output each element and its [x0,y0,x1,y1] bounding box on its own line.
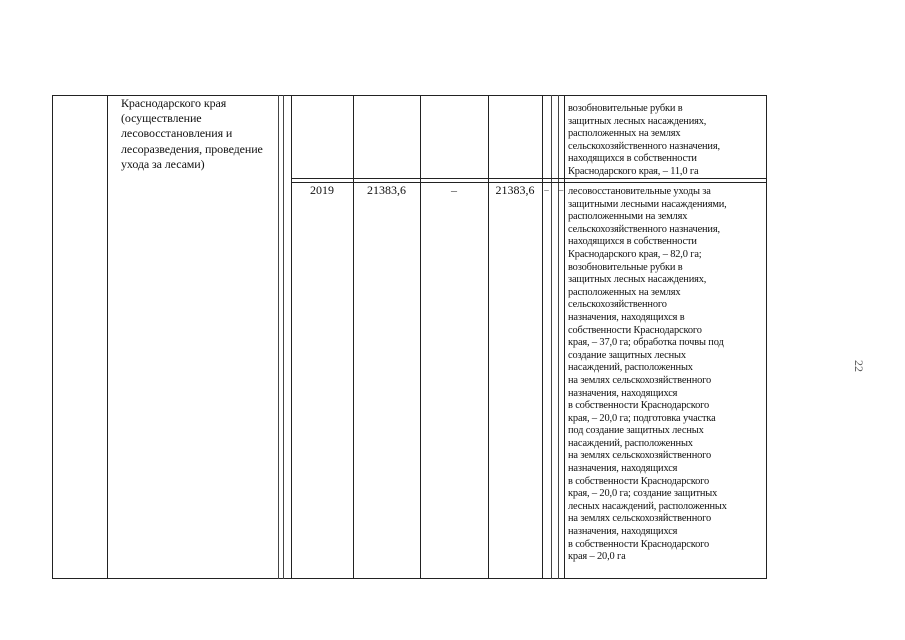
column-border [542,95,543,579]
measure-cell-main: лесовосстановительные уходы за защитными лесными насаждениями, расположенными на землях сельскохозяйственного назначения, находящихся в собственности Краснодарского края, – 82,0 га; возобновительные рубки в защитных лесных насаждениях, расположенных на землях сельскохозяйственного назначения, находящихся в собственности Краснодарского края, – 37,0 га; обработка почвы под создание защитных лесных насаждений, расположенных на землях сельскохозяйственного назначения, находящихся в собственности Краснодарского края, – 20,0 га; подготовка участка под создание защитных лесных насаждений, расположенных на землях сельскохозяйственного назначения, находящихся в собственности Краснодарского края, – 20,0 га; создание защитных лесных насаждений, расположенных на землях сельскохозяйственного назначения, находящихся в собственности Краснодарского края – 20,0 га [568,186,727,563]
measure-cell-top: возобновительные рубки в защитных лесных насаждениях, расположенных на землях сельскохозяйственного назначения, находящихся в собственности Краснодарского края, – 11,0 га [568,103,720,177]
column-border [551,95,552,579]
page-number: 22 [852,360,866,372]
column-border [107,95,108,579]
federal-cell: – [451,183,457,197]
regional-cell: 21383,6 [495,183,535,197]
column-border [283,95,284,579]
column-border [488,95,489,579]
program-name-cell: Краснодарского края (осуществление лесовосстановления и лесоразведения, проведение ухода за лесами) [121,96,263,171]
total-cell: 21383,6 [367,183,406,197]
column-border [353,95,354,579]
column-border [558,95,559,579]
column-border [564,95,565,579]
local-cell: – [544,185,549,195]
column-border [52,95,53,579]
column-border [766,95,767,579]
column-border [420,95,421,579]
other-cell: – [558,185,564,195]
year-cell: 2019 [310,183,334,197]
column-border [291,95,292,579]
